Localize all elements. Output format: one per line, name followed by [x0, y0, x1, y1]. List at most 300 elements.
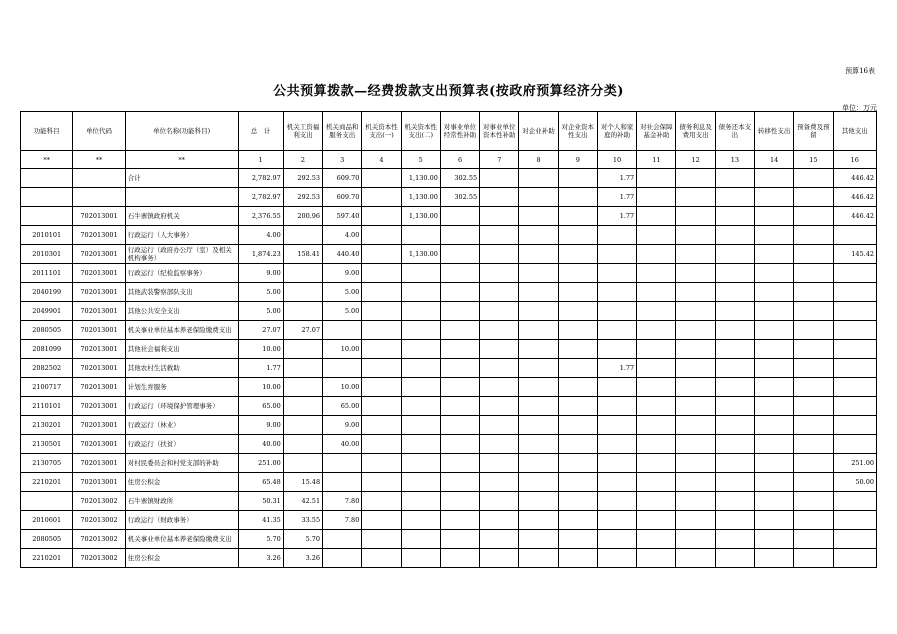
table-cell [676, 340, 715, 359]
table-cell [637, 207, 676, 226]
table-cell: 251.00 [238, 454, 283, 473]
table-cell [676, 207, 715, 226]
table-cell [755, 511, 794, 530]
table-cell [794, 321, 833, 340]
table-cell [519, 340, 558, 359]
table-cell [637, 492, 676, 511]
form-number: 预算16表 [845, 67, 875, 75]
table-cell: 609.70 [323, 169, 362, 188]
table-cell: 10.00 [323, 378, 362, 397]
table-cell: 机关事业单位基本养老保险缴费支出 [125, 530, 238, 549]
table-row [21, 207, 877, 226]
table-cell: 行政运行（扶贫） [125, 435, 238, 454]
index-cell: 10 [597, 151, 636, 169]
table-cell [480, 378, 519, 397]
table-cell [715, 340, 754, 359]
table-cell [480, 359, 519, 378]
table-cell [715, 264, 754, 283]
table-cell: 5.70 [283, 530, 322, 549]
table-cell [21, 207, 73, 226]
table-cell: 15.48 [283, 473, 322, 492]
table-cell [362, 511, 401, 530]
table-cell: 65.00 [323, 397, 362, 416]
table-cell [362, 302, 401, 321]
table-cell: 2130501 [21, 435, 73, 454]
table-cell [323, 549, 362, 568]
table-cell: 702013001 [73, 321, 125, 340]
table-cell [401, 473, 440, 492]
table-cell [637, 454, 676, 473]
table-cell: 2,376.55 [238, 207, 283, 226]
table-cell: 对村民委员会和村党支部的补助 [125, 454, 238, 473]
table-cell: 1,130.00 [401, 245, 440, 264]
table-cell [558, 492, 597, 511]
table-row [21, 416, 877, 435]
table-cell [480, 492, 519, 511]
page-title: 公共预算拨款—经费拨款支出预算表(按政府预算经济分类) [273, 84, 624, 99]
column-header: 机关资本性支出(二) [401, 112, 440, 151]
table-cell: 702013001 [73, 378, 125, 397]
table-cell [794, 530, 833, 549]
table-cell [676, 321, 715, 340]
table-cell [558, 435, 597, 454]
index-cell: 12 [676, 151, 715, 169]
table-cell [755, 530, 794, 549]
table-cell [794, 454, 833, 473]
table-cell [480, 245, 519, 264]
table-cell: 702013001 [73, 397, 125, 416]
table-cell [558, 226, 597, 245]
column-header: 债务利息及费用支出 [676, 112, 715, 151]
table-cell: 702013001 [73, 245, 125, 264]
table-cell [401, 511, 440, 530]
table-cell: 行政运行（财政事务） [125, 511, 238, 530]
table-cell [362, 264, 401, 283]
table-cell: 5.00 [323, 302, 362, 321]
table-cell: 702013001 [73, 226, 125, 245]
table-cell [597, 435, 636, 454]
table-cell [676, 435, 715, 454]
column-header: 单位名称(功能科目) [125, 112, 238, 151]
table-cell [362, 188, 401, 207]
table-cell [676, 264, 715, 283]
table-cell [440, 207, 479, 226]
table-cell [519, 321, 558, 340]
table-cell: 446.42 [833, 188, 876, 207]
table-cell [519, 207, 558, 226]
table-cell [676, 454, 715, 473]
table-cell [833, 264, 876, 283]
table-cell [362, 245, 401, 264]
table-cell [558, 473, 597, 492]
table-cell [323, 473, 362, 492]
table-cell: 住房公积金 [125, 549, 238, 568]
table-cell [755, 302, 794, 321]
table-cell [676, 359, 715, 378]
table-cell [676, 226, 715, 245]
table-row [21, 169, 877, 188]
table-cell: 9.00 [323, 416, 362, 435]
table-row [21, 530, 877, 549]
table-cell [637, 245, 676, 264]
unit-label: 单位：万元 [842, 104, 877, 112]
table-cell [558, 397, 597, 416]
table-cell [597, 283, 636, 302]
table-cell [676, 549, 715, 568]
table-cell [794, 492, 833, 511]
table-cell: 446.42 [833, 207, 876, 226]
table-cell [21, 188, 73, 207]
table-cell [558, 207, 597, 226]
table-cell [519, 549, 558, 568]
table-cell: 42.51 [283, 492, 322, 511]
table-cell [283, 283, 322, 302]
table-cell [519, 264, 558, 283]
table-cell [362, 416, 401, 435]
table-cell [715, 454, 754, 473]
table-cell [558, 416, 597, 435]
table-cell: 251.00 [833, 454, 876, 473]
table-cell [637, 416, 676, 435]
table-cell [519, 454, 558, 473]
table-cell [637, 169, 676, 188]
table-cell [597, 264, 636, 283]
table-cell [755, 188, 794, 207]
table-cell: 1.77 [597, 169, 636, 188]
index-cell: 15 [794, 151, 833, 169]
table-cell [755, 416, 794, 435]
table-cell: 2049901 [21, 302, 73, 321]
table-cell: 27.07 [238, 321, 283, 340]
table-cell [519, 416, 558, 435]
table-cell: 158.41 [283, 245, 322, 264]
table-cell [794, 359, 833, 378]
table-cell: 702013001 [73, 473, 125, 492]
table-cell [794, 473, 833, 492]
table-cell [637, 397, 676, 416]
column-header: 总 计 [238, 112, 283, 151]
table-cell: 5.00 [238, 302, 283, 321]
table-row [21, 264, 877, 283]
table-cell: 1,874.23 [238, 245, 283, 264]
table-cell [401, 359, 440, 378]
table-cell: 2081099 [21, 340, 73, 359]
table-cell: 440.40 [323, 245, 362, 264]
table-cell [715, 188, 754, 207]
table-row [21, 359, 877, 378]
table-cell [833, 530, 876, 549]
table-cell: 其他公共安全支出 [125, 302, 238, 321]
table-cell [558, 188, 597, 207]
table-cell [715, 549, 754, 568]
table-cell: 4.00 [323, 226, 362, 245]
table-cell [480, 511, 519, 530]
table-cell: 4.00 [238, 226, 283, 245]
table-cell [323, 530, 362, 549]
table-cell [715, 378, 754, 397]
table-cell: 702013001 [73, 340, 125, 359]
table-row [21, 340, 877, 359]
table-cell [401, 226, 440, 245]
table-cell: 住房公积金 [125, 473, 238, 492]
table-cell [362, 207, 401, 226]
table-cell [676, 188, 715, 207]
table-cell: 2010301 [21, 245, 73, 264]
index-cell: 8 [519, 151, 558, 169]
table-cell [323, 454, 362, 473]
table-cell [833, 321, 876, 340]
table-cell: 1.77 [597, 359, 636, 378]
column-header: 单位代码 [73, 112, 125, 151]
table-cell [519, 188, 558, 207]
table-cell: 2,782.97 [238, 169, 283, 188]
table-cell [401, 530, 440, 549]
table-cell: 702013001 [73, 454, 125, 473]
table-row [21, 511, 877, 530]
table-cell [283, 454, 322, 473]
table-cell [558, 340, 597, 359]
table-cell [676, 492, 715, 511]
table-cell [755, 283, 794, 302]
table-cell [715, 511, 754, 530]
table-cell [401, 416, 440, 435]
table-cell [480, 416, 519, 435]
table-cell [519, 378, 558, 397]
column-header: 对企业补助 [519, 112, 558, 151]
table-cell [558, 264, 597, 283]
index-cell: ** [73, 151, 125, 169]
table-cell [715, 435, 754, 454]
table-cell: 10.00 [238, 340, 283, 359]
table-row [21, 226, 877, 245]
table-cell: 50.00 [833, 473, 876, 492]
table-cell: 65.00 [238, 397, 283, 416]
table-cell: 其他农村生活救助 [125, 359, 238, 378]
table-cell [676, 397, 715, 416]
table-cell [440, 511, 479, 530]
table-cell [558, 245, 597, 264]
table-cell [637, 340, 676, 359]
table-cell [558, 359, 597, 378]
table-cell [794, 302, 833, 321]
table-cell: 145.42 [833, 245, 876, 264]
table-cell [480, 549, 519, 568]
table-cell [480, 435, 519, 454]
table-cell [401, 302, 440, 321]
table-row [21, 492, 877, 511]
table-cell [637, 530, 676, 549]
table-cell [362, 359, 401, 378]
table-cell: 7.80 [323, 511, 362, 530]
table-cell: 65.48 [238, 473, 283, 492]
table-cell: 446.42 [833, 169, 876, 188]
table-cell [362, 530, 401, 549]
table-cell: 702013001 [73, 435, 125, 454]
table-cell [715, 359, 754, 378]
table-cell [676, 302, 715, 321]
table-cell [637, 302, 676, 321]
table-cell: 609.70 [323, 188, 362, 207]
table-cell: 2080505 [21, 321, 73, 340]
table-cell [715, 226, 754, 245]
table-row [21, 188, 877, 207]
table-cell [125, 188, 238, 207]
table-cell [833, 492, 876, 511]
table-cell [715, 321, 754, 340]
index-cell: ** [21, 151, 73, 169]
table-cell [597, 226, 636, 245]
table-cell: 302.55 [440, 188, 479, 207]
index-cell: 11 [637, 151, 676, 169]
table-cell [833, 511, 876, 530]
table-cell [715, 473, 754, 492]
table-cell [440, 378, 479, 397]
table-cell [519, 492, 558, 511]
table-cell: 10.00 [238, 378, 283, 397]
table-cell [755, 473, 794, 492]
table-cell [73, 169, 125, 188]
table-cell [401, 283, 440, 302]
index-row [21, 151, 877, 169]
table-cell [283, 359, 322, 378]
table-cell [480, 207, 519, 226]
table-cell [519, 359, 558, 378]
index-cell: 14 [755, 151, 794, 169]
table-cell [283, 264, 322, 283]
table-cell [637, 226, 676, 245]
table-cell: 10.00 [323, 340, 362, 359]
table-cell [637, 378, 676, 397]
table-cell [755, 435, 794, 454]
table-cell: 1,130.00 [401, 188, 440, 207]
table-cell [715, 530, 754, 549]
table-cell [597, 340, 636, 359]
table-cell [440, 549, 479, 568]
index-cell: ** [125, 151, 238, 169]
table-cell [794, 245, 833, 264]
table-cell [755, 321, 794, 340]
table-row [21, 302, 877, 321]
table-cell [440, 283, 479, 302]
table-cell [362, 397, 401, 416]
index-cell: 7 [480, 151, 519, 169]
table-cell [283, 226, 322, 245]
table-cell: 行政运行（政府办公厅（室）及相关机构事务） [125, 245, 238, 264]
table-cell: 702013002 [73, 511, 125, 530]
table-cell [715, 169, 754, 188]
table-cell: 702013002 [73, 492, 125, 511]
table-cell [283, 340, 322, 359]
column-header: 机关商品和服务支出 [323, 112, 362, 151]
table-row [21, 378, 877, 397]
table-cell [755, 454, 794, 473]
column-header: 功能科目 [21, 112, 73, 151]
table-cell [519, 473, 558, 492]
table-cell [755, 264, 794, 283]
index-cell: 2 [283, 151, 322, 169]
table-cell [558, 378, 597, 397]
index-cell: 3 [323, 151, 362, 169]
table-cell [519, 511, 558, 530]
table-cell [794, 378, 833, 397]
table-cell [637, 473, 676, 492]
table-cell: 597.40 [323, 207, 362, 226]
table-cell [480, 283, 519, 302]
table-cell [597, 321, 636, 340]
table-cell [519, 245, 558, 264]
table-cell [755, 397, 794, 416]
table-cell [401, 321, 440, 340]
table-cell: 2010601 [21, 511, 73, 530]
table-cell [440, 359, 479, 378]
table-cell [362, 435, 401, 454]
table-cell [794, 511, 833, 530]
table-cell [401, 264, 440, 283]
column-header: 债务还本支出 [715, 112, 754, 151]
column-header: 其他支出 [833, 112, 876, 151]
table-cell: 292.53 [283, 169, 322, 188]
table-row [21, 473, 877, 492]
table-cell [676, 245, 715, 264]
table-cell: 1,130.00 [401, 207, 440, 226]
table-cell [794, 169, 833, 188]
table-cell: 50.31 [238, 492, 283, 511]
table-cell [715, 416, 754, 435]
table-cell [715, 302, 754, 321]
table-cell [480, 264, 519, 283]
table-cell: 2110101 [21, 397, 73, 416]
index-cell: 16 [833, 151, 876, 169]
table-cell: 702013001 [73, 207, 125, 226]
table-cell [480, 169, 519, 188]
table-cell [519, 226, 558, 245]
table-cell [440, 302, 479, 321]
table-cell [401, 378, 440, 397]
column-header: 对事业单位资本性补助 [480, 112, 519, 151]
table-cell: 石牛寨镇财政所 [125, 492, 238, 511]
table-cell [401, 340, 440, 359]
table-cell [558, 530, 597, 549]
table-cell: 33.55 [283, 511, 322, 530]
table-cell: 2100717 [21, 378, 73, 397]
table-cell [73, 188, 125, 207]
table-cell: 2130201 [21, 416, 73, 435]
table-cell: 机关事业单位基本养老保险缴费支出 [125, 321, 238, 340]
table-cell [401, 549, 440, 568]
table-cell [715, 207, 754, 226]
table-cell [676, 511, 715, 530]
table-cell [755, 245, 794, 264]
table-cell: 2130705 [21, 454, 73, 473]
table-cell [833, 340, 876, 359]
table-cell: 1,130.00 [401, 169, 440, 188]
table-cell [440, 435, 479, 454]
table-cell [362, 340, 401, 359]
table-cell [362, 378, 401, 397]
table-cell [676, 283, 715, 302]
table-cell [480, 530, 519, 549]
table-cell: 5.00 [323, 283, 362, 302]
table-row [21, 435, 877, 454]
table-cell [755, 378, 794, 397]
table-cell [558, 302, 597, 321]
table-cell [755, 340, 794, 359]
table-cell [597, 511, 636, 530]
table-row [21, 283, 877, 302]
table-cell: 27.07 [283, 321, 322, 340]
table-cell [597, 473, 636, 492]
table-cell: 1.77 [238, 359, 283, 378]
